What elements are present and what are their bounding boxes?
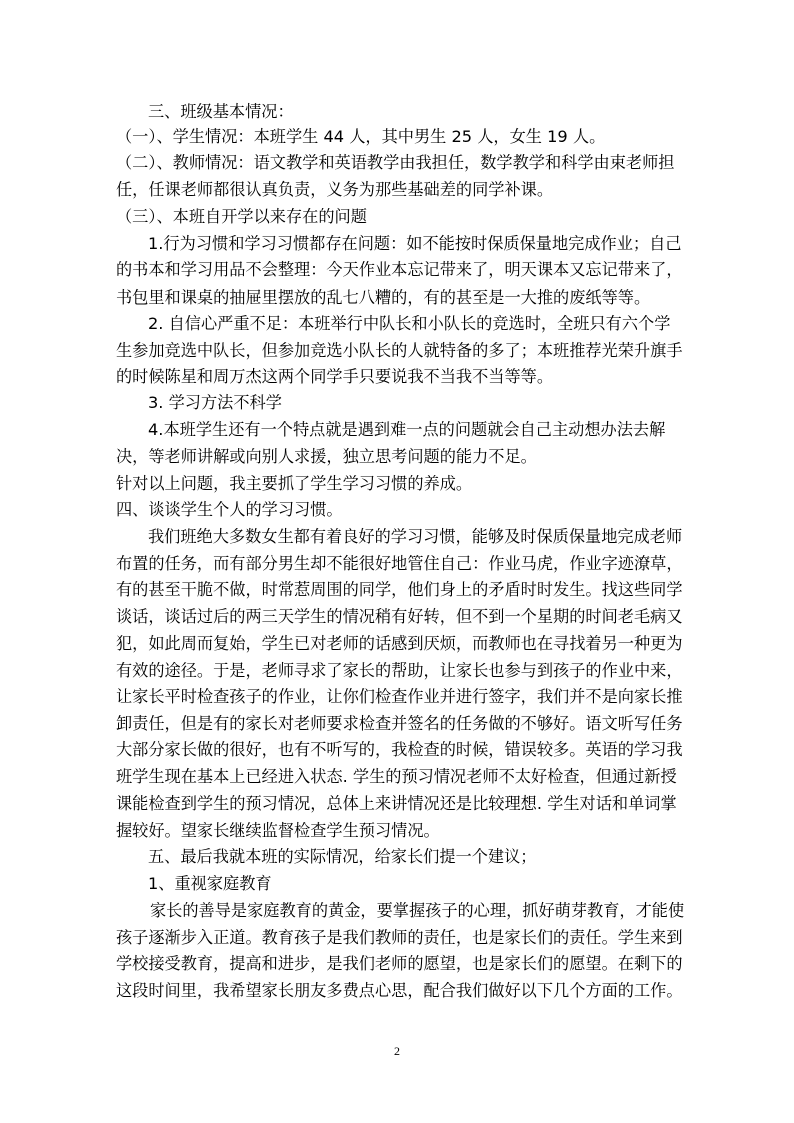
paragraph-line: 布置的任务，而有部分男生却不能很好地管住自己：作业马虎，作业字迹潦草，	[116, 554, 683, 573]
paragraph-line: 的书本和学习用品不会整理：今天作业本忘记带来了，明天课本又忘记带来了，	[116, 260, 683, 279]
paragraph-line: 有效的途径。于是，老师寻求了家长的帮助，让家长也参与到孩子的作业中来，	[116, 661, 683, 680]
section-heading-suggestions: 五、最后我就本班的实际情况，给家长们提一个建议；	[148, 847, 537, 866]
paragraph-line: 课能检查到学生的预习情况，总体上来讲情况还是比较理想. 学生对话和单词掌	[116, 794, 677, 813]
paragraph-line: （二）、教师情况：语文教学和英语教学由我担任，数学教学和科学由束老师担	[116, 153, 675, 172]
paragraph-line: 我们班绝大多数女生都有着良好的学习习惯，能够及时保质保量地完成老师	[148, 527, 683, 546]
subheading-family-education: 1、重视家庭教育	[148, 874, 272, 893]
paragraph-line: （一）、学生情况：本班学生 44 人，其中男生 25 人，女生 19 人。	[116, 127, 606, 146]
paragraph-line: 书包里和课桌的抽屉里摆放的乱七八糟的，有的甚至是一大推的废纸等等。	[116, 288, 651, 307]
paragraph-line: 这段时间里，我希望家长朋友多费点心思，配合我们做好以下几个方面的工作。	[116, 981, 683, 1000]
paragraph-line: 的时候陈星和周万杰这两个同学手只要说我不当我不当等等。	[116, 367, 554, 386]
paragraph-line: 大部分家长做的很好，也有不听写的，我检查的时候，错误较多。英语的学习我	[116, 740, 683, 759]
paragraph-line: 班学生现在基本上已经进入状态. 学生的预习情况老师不太好检查，但通过新授	[116, 767, 677, 786]
paragraph-line: 犯，如此周而复始，学生已对老师的话感到厌烦，而教师也在寻找着另一种更为	[116, 634, 683, 653]
paragraph-line: 握较好。望家长继续监督检查学生预习情况。	[116, 821, 440, 840]
paragraph-line: 让家长平时检查孩子的作业，让你们检查作业并进行签字，我们并不是向家长推	[116, 687, 683, 706]
paragraph-line: （三）、本班自开学以来存在的问题	[116, 207, 367, 226]
paragraph-line: 任，任课老师都很认真负责，义务为那些基础差的同学补课。	[116, 180, 554, 199]
paragraph-line: 1.行为习惯和学习习惯都存在问题：如不能按时保质保量地完成作业；自己	[148, 234, 682, 253]
paragraph-line: 有的甚至干脆不做，时常惹周围的同学，他们身上的矛盾时时发生。找这些同学	[116, 580, 683, 599]
paragraph-line: 3. 学习方法不科学	[148, 393, 282, 412]
paragraph-line: 家长的善导是家庭教育的黄金，要掌握孩子的心理，抓好萌芽教育，才能使	[150, 901, 685, 920]
paragraph-line: 4.本班学生还有一个特点就是遇到难一点的问题就会自己主动想办法去解	[148, 420, 666, 439]
section-heading-class-info: 三、班级基本情况：	[148, 102, 294, 121]
paragraph-line: 生参加竞选中队长，但参加竞选小队长的人就特备的多了；本班推荐光荣升旗手	[116, 341, 683, 360]
paragraph-line: 决，等老师讲解或向别人求援，独立思考问题的能力不足。	[116, 447, 537, 466]
paragraph-line: 针对以上问题，我主要抓了学生学习习惯的养成。	[116, 474, 473, 493]
paragraph-line: 孩子逐渐步入正道。教育孩子是我们教师的责任，也是家长们的责任。学生来到	[116, 928, 683, 947]
page-number: 2	[394, 1044, 400, 1058]
section-heading-study-habits: 四、谈谈学生个人的学习习惯。	[116, 500, 343, 519]
paragraph-line: 谈话，谈话过后的两三天学生的情况稍有好转，但不到一个星期的时间老毛病又	[116, 607, 683, 626]
paragraph-line: 学校接受教育，提高和进步，是我们老师的愿望，也是家长们的愿望。在剩下的	[116, 954, 683, 973]
paragraph-line: 卸责任，但是有的家长对老师要求检查并签名的任务做的不够好。语文听写任务	[116, 714, 683, 733]
paragraph-line: 2. 自信心严重不足：本班举行中队长和小队长的竞选时，全班只有六个学	[148, 314, 671, 333]
